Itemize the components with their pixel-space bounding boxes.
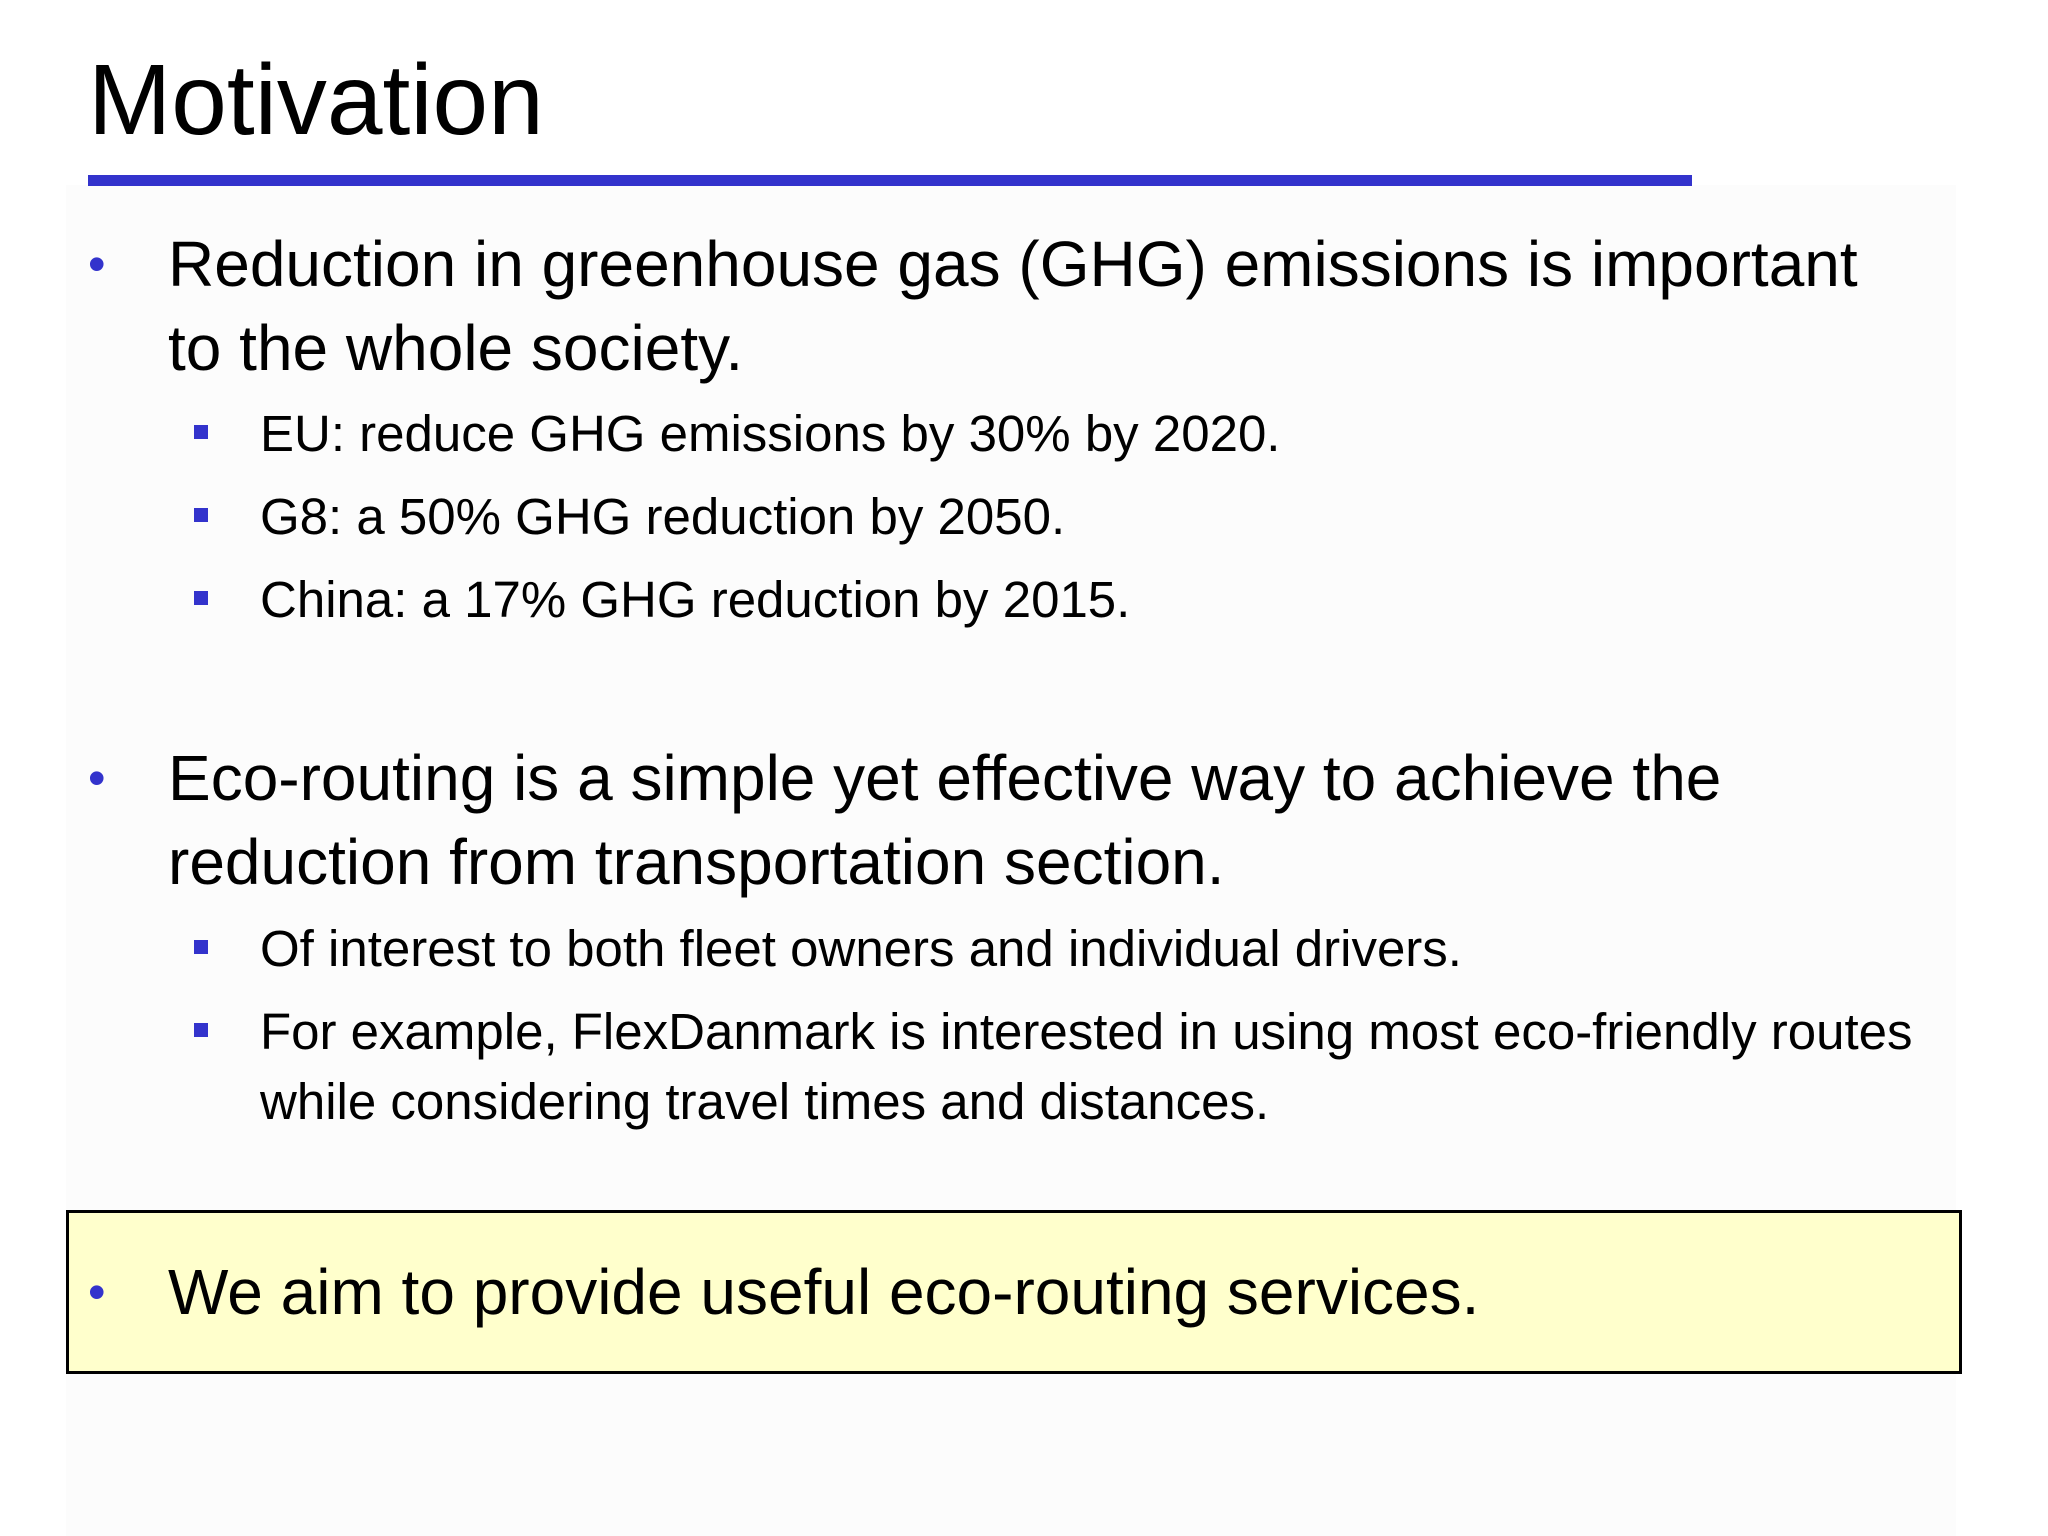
square-bullet-icon [194,940,208,954]
slide-title: Motivation [88,44,544,156]
square-bullet-icon [194,508,208,522]
sub-bullet-interest [194,914,1964,984]
bullet-text: Eco-routing is a simple yet effective way to achieve the reduction from transportation section. [168,742,1722,898]
sub-bullet-eu [194,399,1964,469]
sub-bullet-text: China: a 17% GHG reduction by 2015. [260,571,1131,628]
square-bullet-icon [194,591,208,605]
sub-bullet-text: Of interest to both fleet owners and individual drivers. [260,920,1462,977]
square-bullet-icon [194,1023,208,1037]
title-underline [88,175,1692,186]
sub-bullet-china [194,565,1964,635]
bullet-marker: • [88,1264,106,1320]
bullet-text: Reduction in greenhouse gas (GHG) emissions is important to the whole society. [168,228,1858,384]
square-bullet-icon [194,425,208,439]
bullet-aim [88,1250,1888,1334]
sub-bullet-text: EU: reduce GHG emissions by 30% by 2020. [260,405,1281,462]
bullet-ghg-reduction [88,222,1888,390]
bullet-eco-routing [88,736,1888,904]
bullet-text: We aim to provide useful eco-routing services. [168,1256,1480,1328]
sub-bullet-g8 [194,482,1964,552]
bullet-marker: • [88,750,106,806]
sub-bullet-text: G8: a 50% GHG reduction by 2050. [260,488,1066,545]
bullet-marker: • [88,236,106,292]
sub-bullet-text: For example, FlexDanmark is interested in using most eco-friendly routes while considering travel times and distances. [260,1003,1913,1130]
sub-bullet-flexdanmark [194,997,1964,1137]
